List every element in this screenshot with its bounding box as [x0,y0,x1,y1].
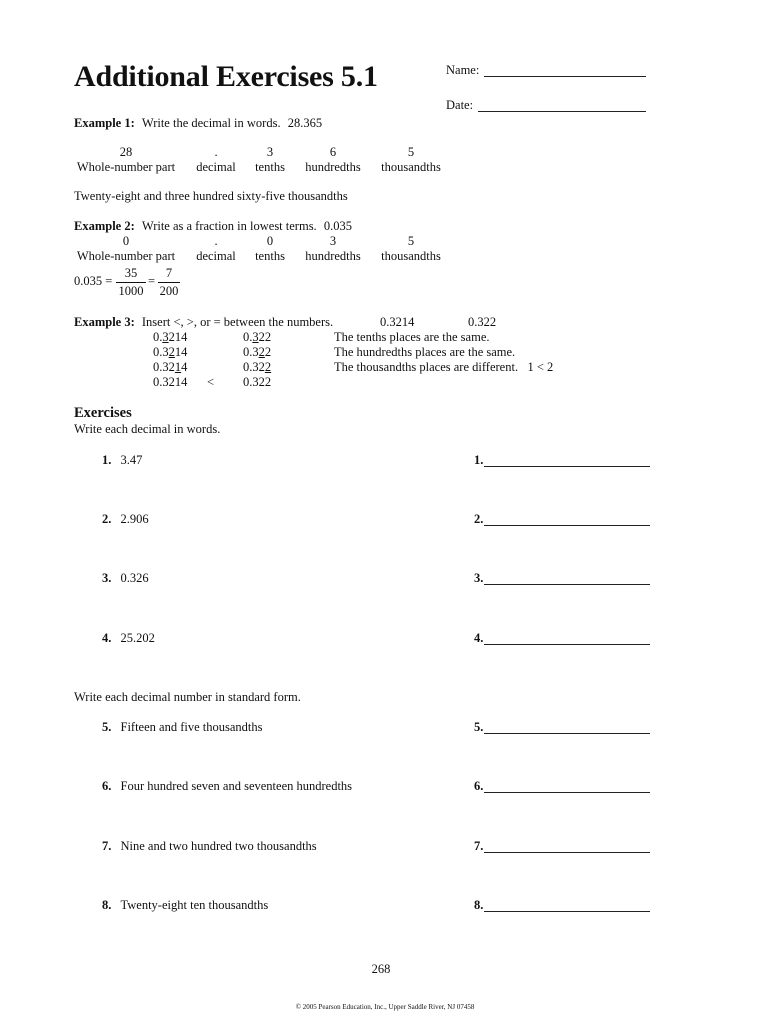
exercise-item [102,453,142,468]
digits: 0.3 [153,345,169,359]
exercise-number: 5. [102,720,112,734]
compare-left-value [153,330,187,345]
example1-place: decimal [196,160,236,174]
example2-prompt [74,219,352,234]
answer-number: 2. [474,512,484,526]
compare-symbol: < [207,375,215,389]
example1-digit: 6 [329,145,337,159]
digits: 0.32 [153,360,175,374]
example2-digit: . [214,234,218,248]
fraction-numerator: 35 [124,266,138,280]
example2-digit: 3 [329,234,337,248]
answer-field[interactable] [484,644,650,645]
digits: 4 [181,360,188,374]
exercise-text: Twenty-eight ten thousandths [120,898,269,912]
example3-number-b: 0.322 [468,315,497,329]
exercise-number: 6. [102,779,112,793]
fraction-denominator: 1000 [118,284,144,298]
answer-number: 5. [474,720,484,734]
compare-left-value [153,345,187,360]
exercise-number: 4. [102,631,112,645]
answer-field[interactable] [484,733,650,734]
digits: 0. [243,330,253,344]
exercise-item [102,571,149,586]
exercise-item [102,512,149,527]
answer-number: 1. [474,453,484,467]
underlined-digit: 2 [264,360,272,374]
exercise-text: 25.202 [120,631,155,645]
answer-field[interactable] [484,525,650,526]
digits: 0. [153,330,163,344]
exercise-item [102,898,268,913]
fraction-7-200 [158,266,180,299]
example1-label: Example 1: [74,116,135,130]
exercise-item [102,779,352,794]
compare-note: The thousandths places are different. 1 < 2 [334,360,554,374]
name-field[interactable] [484,76,646,77]
example1-place: Whole-number part [76,160,176,174]
example3-prompt [74,315,333,330]
answer-field[interactable] [484,584,650,585]
underlined-digit: 3 [162,330,169,344]
example1-value: 28.365 [287,116,323,130]
example3-text: Insert <, >, or = between the numbers. [141,315,334,329]
exercise-number: 8. [102,898,112,912]
example1-digit: 3 [266,145,274,159]
example2-label: Example 2: [74,219,135,233]
exercise-number: 2. [102,512,112,526]
digits: 2 [264,345,272,359]
example2-place: hundredths [305,249,361,263]
digits: 14 [174,345,188,359]
page-title: Additional Exercises 5.1 [74,60,378,93]
exercise-text: Four hundred seven and seventeen hundredths [120,779,353,793]
fraction-numerator: 7 [165,266,173,280]
compare-final-left: 0.3214 [153,375,188,389]
answer-number: 6. [474,779,484,793]
example1-place: thousandths [381,160,441,174]
answer-field[interactable] [484,911,650,912]
answer-number: 7. [474,839,484,853]
example1-text: Write the decimal in words. [141,116,281,130]
digits: 214 [168,330,188,344]
example2-place: tenths [255,249,285,263]
answer-number: 4. [474,631,484,645]
underlined-digit: 2 [258,345,265,359]
exercise-text: 0.326 [120,571,149,585]
answer-field[interactable] [484,466,650,467]
example2-place: Whole-number part [76,249,176,263]
fraction-35-1000 [116,266,146,299]
exercise-item [102,839,317,854]
example2-digit: 5 [407,234,415,248]
exercise-number: 1. [102,453,112,467]
compare-left-value [153,360,187,375]
digits: 22 [258,330,272,344]
compare-final-right: 0.322 [243,375,272,389]
exercise-text: 3.47 [120,453,143,467]
compare-note: The hundredths places are the same. [334,345,516,359]
example2-place: thousandths [381,249,441,263]
example2-value: 0.035 [323,219,352,233]
underlined-digit: 1 [174,360,182,374]
copyright-notice: © 2005 Pearson Education, Inc., Upper Saddle River, NJ 07458 [295,1003,475,1011]
answer-field[interactable] [484,852,650,853]
date-field[interactable] [478,111,646,112]
answer-number: 8. [474,898,484,912]
example1-digit: 28 [119,145,133,159]
exercise-number: 7. [102,839,112,853]
fraction-equation-lhs: 0.035 = [74,274,113,288]
exercise-text: 2.906 [120,512,149,526]
digits: 0.3 [243,345,259,359]
example2-place: decimal [196,249,236,263]
example2-digit: 0 [122,234,130,248]
compare-right-value [243,330,271,345]
fraction-bar [158,282,180,283]
exercise-item [102,631,155,646]
digits: 0.32 [243,360,265,374]
exercise-text: Nine and two hundred two thousandths [120,839,317,853]
fraction-bar [116,282,146,283]
example1-prompt [74,116,322,131]
exercises-instruction: Write each decimal number in standard form. [74,690,301,704]
example3-label: Example 3: [74,315,135,329]
exercise-text: Fifteen and five thousandths [120,720,263,734]
example2-digit: 0 [266,234,274,248]
compare-note: The tenths places are the same. [334,330,490,344]
example1-digit: . [214,145,218,159]
example3-number-a: 0.3214 [380,315,415,329]
exercises-instruction: Write each decimal in words. [74,422,221,436]
underlined-digit: 3 [252,330,259,344]
compare-right-value [243,360,271,375]
answer-number: 3. [474,571,484,585]
exercise-item [102,720,263,735]
example1-digit: 5 [407,145,415,159]
page-number: 268 [371,962,391,976]
fraction-denominator: 200 [159,284,179,298]
equals-sign: = [148,274,156,288]
example2-text: Write as a fraction in lowest terms. [141,219,317,233]
exercises-heading: Exercises [74,405,132,421]
compare-right-value [243,345,271,360]
example1-place: tenths [255,160,285,174]
date-label: Date: [446,98,474,112]
answer-field[interactable] [484,792,650,793]
underlined-digit: 2 [168,345,175,359]
exercise-number: 3. [102,571,112,585]
example1-place: hundredths [305,160,361,174]
name-label: Name: [446,63,480,77]
example1-answer: Twenty-eight and three hundred sixty-five thousandths [74,189,348,203]
